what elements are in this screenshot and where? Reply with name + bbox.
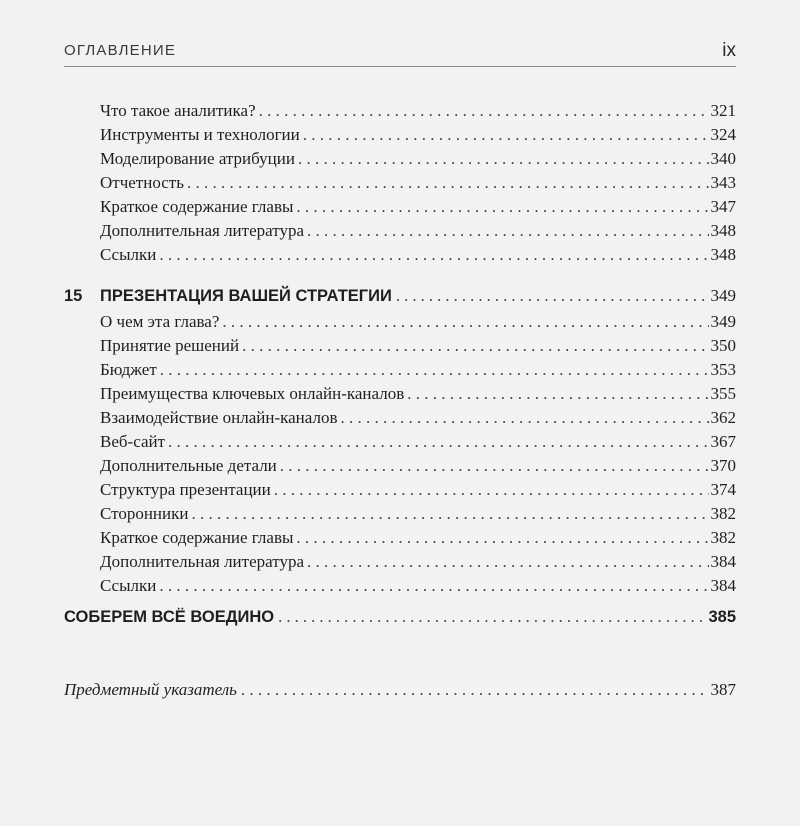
dot-leader	[191, 502, 708, 525]
toc-entry[interactable]	[100, 123, 736, 146]
toc-entry[interactable]	[100, 334, 736, 357]
toc-entry-page: 355	[710, 384, 736, 403]
toc-entry-title: Структура презентации	[100, 480, 271, 499]
page-number: ix	[722, 40, 736, 61]
toc-entry-page: 321	[710, 101, 736, 120]
dot-leader	[159, 574, 708, 597]
toc-entry-page: 348	[710, 221, 736, 240]
toc-entry-title: Преимущества ключевых онлайн-каналов	[100, 384, 405, 403]
dot-leader	[303, 123, 709, 146]
toc-entry-title: Принятие решений	[100, 336, 240, 355]
toc-entry[interactable]	[100, 219, 736, 242]
toc-entry-page: 350	[710, 336, 736, 355]
toc-entry[interactable]	[100, 430, 736, 453]
dot-leader	[160, 358, 709, 381]
toc-entry[interactable]	[100, 406, 736, 429]
part-page: 385	[708, 608, 736, 626]
toc-entry-page: 349	[710, 312, 736, 331]
dot-leader	[307, 219, 709, 242]
toc-entry-title: О чем эта глава?	[100, 312, 220, 331]
toc-entry-title: Дополнительная литература	[100, 221, 304, 240]
toc-entry-page: 347	[710, 197, 736, 216]
toc-entry-title: Сторонники	[100, 504, 189, 523]
toc-entry[interactable]	[100, 171, 736, 194]
toc-entry-title: Отчетность	[100, 173, 184, 192]
toc-entry-title: Ссылки	[100, 576, 157, 595]
dot-leader	[307, 550, 709, 573]
toc-entry-title: Инструменты и технологии	[100, 125, 300, 144]
toc-entry[interactable]	[100, 478, 736, 501]
toc-entry-page: 340	[710, 149, 736, 168]
dot-leader	[396, 284, 709, 308]
toc-entry-title: Краткое содержание главы	[100, 528, 294, 547]
toc-entry-page: 343	[710, 173, 736, 192]
toc-entry-page: 370	[710, 456, 736, 475]
toc-entry-page: 348	[710, 245, 736, 264]
page-header	[64, 36, 736, 67]
toc-entry[interactable]	[100, 195, 736, 218]
toc-entry-title: Краткое содержание главы	[100, 197, 294, 216]
toc-entry[interactable]	[100, 526, 736, 549]
toc-entry[interactable]	[100, 382, 736, 405]
toc-entry-page: 374	[710, 480, 736, 499]
toc-entry[interactable]	[100, 147, 736, 170]
dot-leader	[274, 478, 709, 501]
part-heading[interactable]	[64, 604, 736, 630]
toc-entry-title: Ссылки	[100, 245, 157, 264]
toc-entry-title: Бюджет	[100, 360, 157, 379]
toc-entry-title: Дополнительная литература	[100, 552, 304, 571]
toc-entry[interactable]	[100, 243, 736, 266]
dot-leader	[259, 99, 709, 122]
toc-entry-page: 382	[710, 528, 736, 547]
dot-leader	[159, 243, 708, 266]
dot-leader	[222, 310, 708, 333]
chapter-heading[interactable]	[64, 284, 736, 308]
toc-entry-page: 353	[710, 360, 736, 379]
toc-entry-page: 367	[710, 432, 736, 451]
dot-leader	[168, 430, 708, 453]
toc-entry-page: 384	[710, 552, 736, 571]
index-entry[interactable]	[64, 678, 736, 702]
toc-entry[interactable]	[100, 550, 736, 573]
toc-entry-title: Что такое аналитика?	[100, 101, 256, 120]
dot-leader	[280, 454, 709, 477]
dot-leader	[341, 406, 709, 429]
toc-entry-page: 362	[710, 408, 736, 427]
toc-entry-title: Дополнительные детали	[100, 456, 277, 475]
toc-entry[interactable]	[100, 502, 736, 525]
dot-leader	[407, 382, 708, 405]
chapter-number: 15	[64, 287, 83, 305]
part-title: СОБЕРЕМ ВСЁ ВОЕДИНО	[64, 608, 275, 626]
dot-leader	[187, 171, 709, 194]
toc-entry-page: 384	[710, 576, 736, 595]
dot-leader	[296, 195, 708, 218]
chapter-title: ПРЕЗЕНТАЦИЯ ВАШЕЙ СТРАТЕГИИ	[100, 287, 392, 305]
index-title: Предметный указатель	[64, 680, 237, 699]
index-page: 387	[710, 680, 736, 699]
toc-entry-page: 324	[710, 125, 736, 144]
toc-entry-page: 382	[710, 504, 736, 523]
running-head: ОГЛАВЛЕНИЕ	[64, 42, 177, 59]
dot-leader	[298, 147, 709, 170]
dot-leader	[242, 334, 708, 357]
toc-entry[interactable]	[100, 358, 736, 381]
dot-leader	[296, 526, 708, 549]
toc-entry[interactable]	[100, 310, 736, 333]
toc-entry[interactable]	[100, 99, 736, 122]
toc-entry[interactable]	[100, 454, 736, 477]
dot-leader	[278, 604, 706, 630]
toc-entry-title: Взаимодействие онлайн-каналов	[100, 408, 338, 427]
toc-entry-title: Веб-сайт	[100, 432, 166, 451]
toc-entry[interactable]	[100, 574, 736, 597]
dot-leader	[241, 678, 709, 702]
chapter-page: 349	[710, 286, 736, 305]
toc-entry-title: Моделирование атрибуции	[100, 149, 295, 168]
